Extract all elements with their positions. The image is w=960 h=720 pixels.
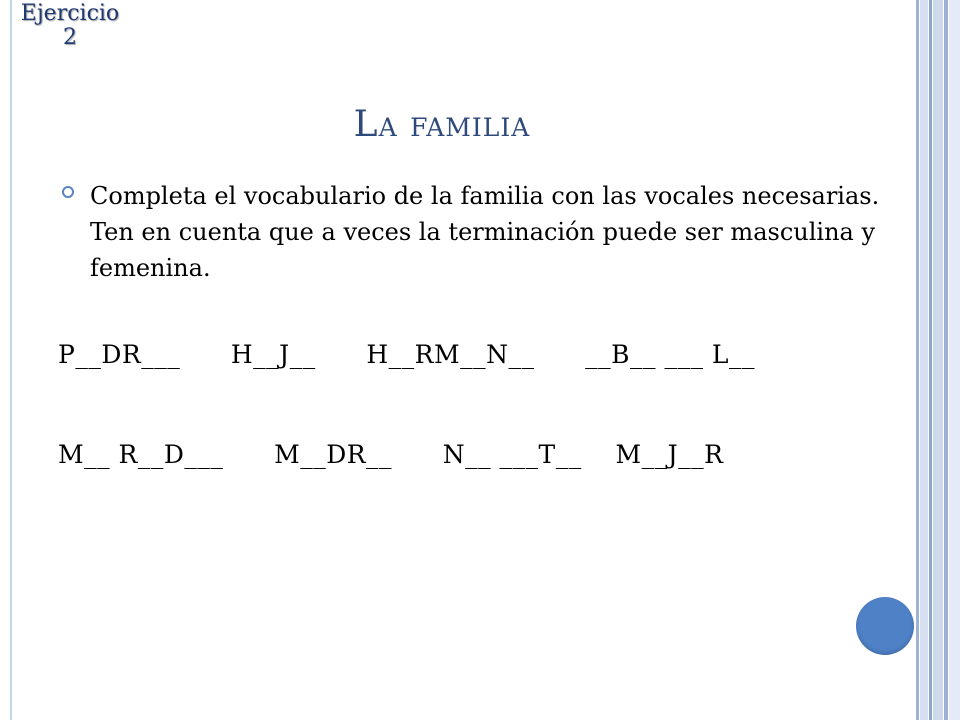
ring-bullet-icon — [62, 186, 74, 198]
exercise-label-line1: Ejercicio — [20, 1, 120, 26]
bar — [920, 0, 928, 720]
exercise-label — [14, 2, 126, 50]
word-row-1: P__DR___ H__J__ H__RM__N__ __B__ ___ L__ — [58, 340, 756, 369]
bar — [949, 0, 960, 720]
right-decorative-bars — [916, 0, 960, 720]
bar — [929, 0, 932, 720]
instruction-text: Completa el vocabulario de la familia con las vocales necesarias. Ten en cuenta que a veces la terminación puede ser masculina y femenina. — [90, 182, 880, 282]
bar — [916, 0, 919, 720]
bar — [933, 0, 943, 720]
word-row-2: M__ R__D___ M__DR__ N__ ___T__ M__J__R — [58, 440, 724, 469]
bar — [944, 0, 948, 720]
decorative-circle — [856, 597, 914, 655]
exercise-label-line2: 2 — [63, 25, 77, 50]
bullet-item — [62, 178, 882, 286]
slide-title: La familia — [353, 104, 531, 145]
